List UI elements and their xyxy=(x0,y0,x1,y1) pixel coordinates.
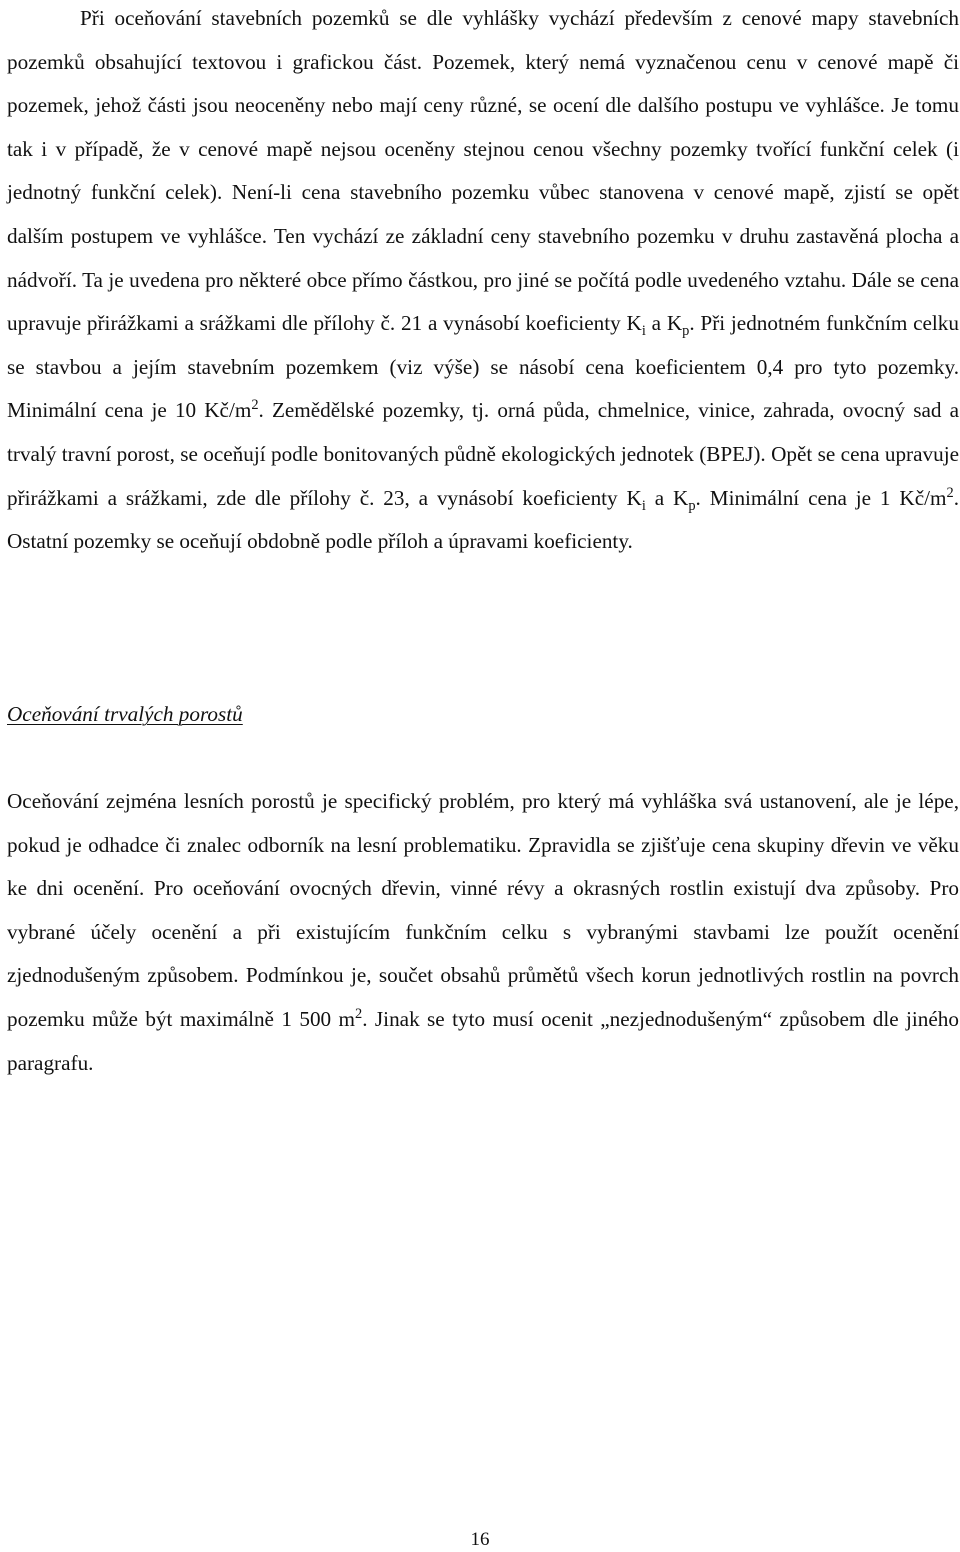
text-run: Oceňování zejména lesních porostů je specifický problém, pro který má vyhláška svá ustanovení, ale je lépe, pokud je odhadce či znalec odborník na lesní problematiku. Zpravidla se zjišťuje cena skupiny dřevin ve věku ke dni ocenění. Pro oceňování ovocných dřevin, vinné révy a okrasných rostlin existují dva způsoby. Pro vybrané účely ocenění a při existujícím funkčním celku s vybranými stavbami lze použít ocenění zjednodušeným způsobem. Podmínkou je, součet obsahů průmětů všech korun jednotlivých rostlin na povrch pozemku může být maximálně 1 500 m xyxy=(7,789,959,1031)
text-run: Při oceňování stavebních pozemků se dle vyhlášky vychází především z cenové mapy stavebních pozemků obsahující textovou i grafickou část. Pozemek, který nemá vyznačenou cenu v cenové mapě či pozemek, jehož části jsou neoceněny nebo mají ceny různé, se ocení dle dalšího postupu ve vyhlášce. Je tomu tak i v případě, že v cenové mapě nejsou oceněny stejnou cenou všechny pozemky tvořící funkční celek (i jednotný funkční celek). Není-li cena stavebního pozemku vůbec stanovena v cenové mapě, zjistí se opět dalším postupem ve vyhlášce. Ten vychází ze základní ceny stavebního pozemku v druhu zastavěná plocha a nádvoří. Ta je uvedena pro některé obce přímo částkou, pro jiné se počítá podle uvedeného vztahu. Dále se cena upravuje přirážkami a srážkami dle přílohy č. 21 a vynásobí koeficienty K xyxy=(7,6,959,336)
subscript-p: p xyxy=(688,497,696,514)
text-run: a K xyxy=(645,311,683,336)
subscript-i: i xyxy=(641,323,646,340)
text-run: a K xyxy=(645,485,689,510)
section-heading: Oceňování trvalých porostů xyxy=(7,702,243,726)
page-number: 16 xyxy=(470,1529,490,1550)
subscript-p: p xyxy=(682,323,690,340)
text-run: . Ostatní pozemky se oceňují obdobně podle příloh a úpravami koeficienty. xyxy=(7,485,959,554)
superscript-2: 2 xyxy=(251,397,259,414)
text-run: . Při jednotném funkčním celku se stavbou a jejím stavebním pozemkem (viz výše) se násobí cena koeficientem 0,4 pro tyto pozemky. Minimální cena je 10 Kč/m xyxy=(7,311,959,423)
superscript-2: 2 xyxy=(946,484,954,501)
superscript-2: 2 xyxy=(355,1005,363,1022)
paragraph-land-valuation xyxy=(7,0,959,564)
text-run: . Minimální cena je 1 Kč/m xyxy=(695,485,947,510)
text-run: . Jinak se tyto musí ocenit „nezjednodušeným“ způsobem dle jiného paragrafu. xyxy=(7,1006,959,1075)
text-run: . Zemědělské pozemky, tj. orná půda, chmelnice, vinice, zahrada, ovocný sad a trvalý travní porost, se oceňují podle bonitovaných půdně ekologických jednotek (BPEJ). Opět se cena upravuje přirážkami a srážkami, zde dle přílohy č. 23, a vynásobí koeficienty K xyxy=(7,398,959,510)
paragraph-permanent-growth xyxy=(7,780,959,1085)
subscript-i: i xyxy=(641,497,646,514)
